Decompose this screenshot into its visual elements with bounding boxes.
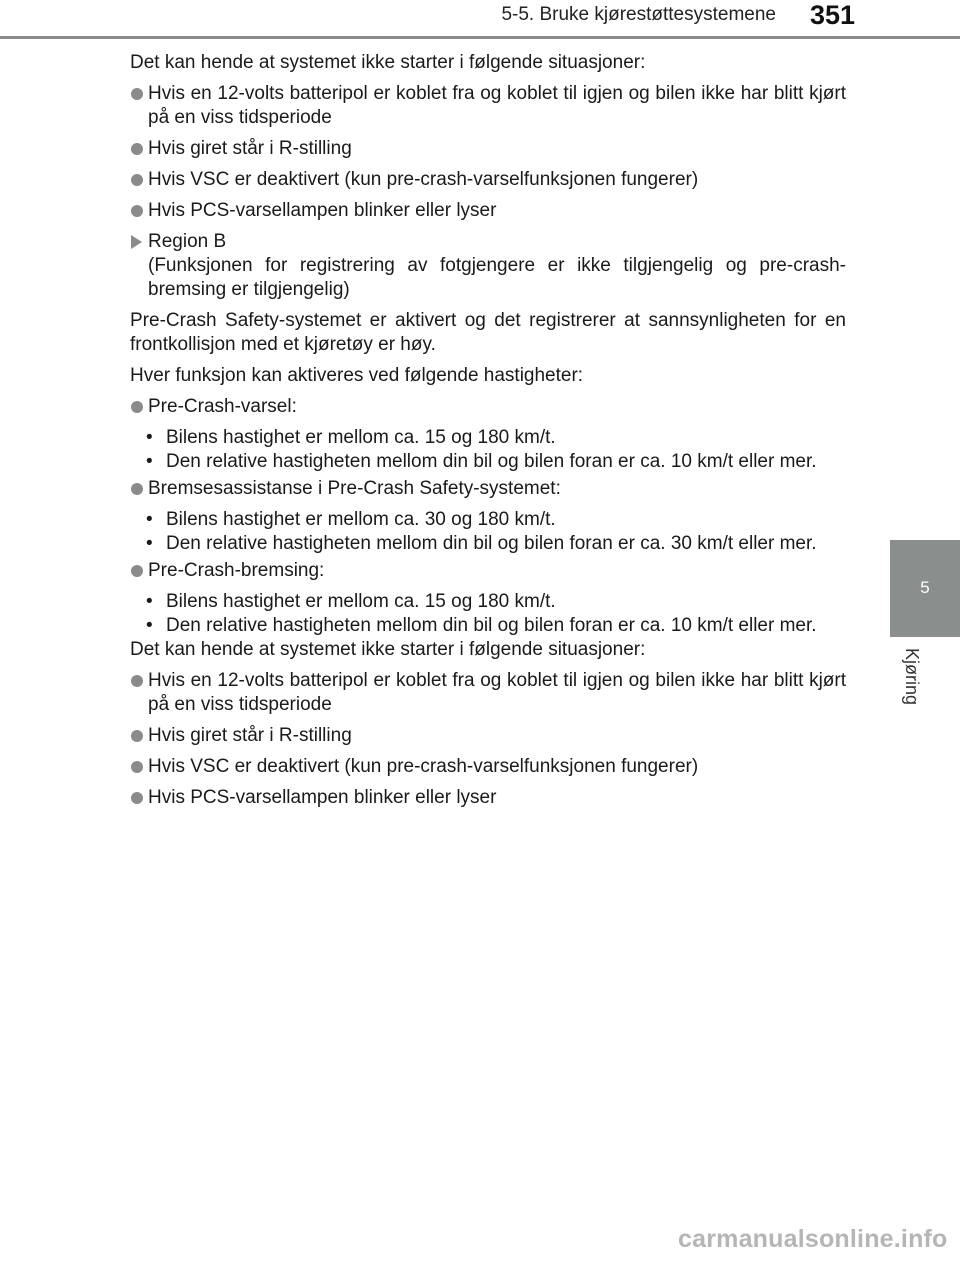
sub-item: • Bilens hastighet er mellom ca. 15 og 180 km/t. bbox=[146, 427, 556, 448]
bullet-dot-icon bbox=[131, 143, 143, 155]
triangle-marker-icon bbox=[131, 235, 142, 249]
function-details bbox=[130, 426, 846, 474]
sub-item: • Den relative hastigheten mellom din bil og bilen foran er ca. 10 km/t eller mer. bbox=[146, 451, 817, 472]
section-title: 5-5. Bruke kjørestøttesystemene bbox=[501, 4, 776, 25]
watermark: carmanualsonline.info bbox=[678, 1225, 948, 1253]
body-paragraph: Pre-Crash Safety-systemet er aktivert og det registrerer at sannsynligheten for en frontkollisjon med et kjøretøy er høy. bbox=[130, 310, 846, 355]
function-title: Pre-Crash-varsel: bbox=[130, 395, 846, 419]
list-item: Hvis giret står i R-stilling bbox=[130, 137, 846, 161]
intro-paragraph: Det kan hende at systemet ikke starter i følgende situasjoner: bbox=[130, 52, 646, 73]
list-item: Hvis VSC er deaktivert (kun pre-crash-varselfunksjonen fungerer) bbox=[130, 755, 846, 779]
bullet-dot-icon bbox=[131, 88, 143, 100]
function-title: Pre-Crash-bremsing: bbox=[130, 559, 846, 583]
function-details bbox=[130, 508, 846, 556]
bullet-dot-icon bbox=[131, 565, 143, 577]
list-item: Hvis PCS-varsellampen blinker eller lyser bbox=[130, 199, 846, 223]
region-heading bbox=[130, 230, 846, 302]
list-item: Hvis PCS-varsellampen blinker eller lyser bbox=[130, 786, 846, 810]
page-content bbox=[130, 51, 846, 817]
bullet-dot-icon bbox=[131, 401, 143, 413]
body-paragraph: Det kan hende at systemet ikke starter i følgende situasjoner: bbox=[130, 639, 646, 660]
header-rule bbox=[0, 36, 960, 39]
sub-item: • Den relative hastigheten mellom din bil og bilen foran er ca. 10 km/t eller mer. bbox=[146, 615, 817, 636]
bullet-dot-icon bbox=[131, 730, 143, 742]
bullet-dot-icon bbox=[131, 483, 143, 495]
region-title: Region B bbox=[148, 231, 227, 252]
bullet-dot-icon bbox=[131, 675, 143, 687]
function-details bbox=[130, 590, 846, 638]
list-item: Hvis giret står i R-stilling bbox=[130, 724, 846, 748]
bullet-dot-icon bbox=[131, 792, 143, 804]
body-paragraph: Hver funksjon kan aktiveres ved følgende hastigheter: bbox=[130, 365, 584, 386]
page-number: 351 bbox=[810, 0, 856, 30]
bullet-dot-icon bbox=[131, 761, 143, 773]
region-note: (Funksjonen for registrering av fotgjengere er ikke tilgjengelig og pre-crash-bremsing er tilgjengelig) bbox=[148, 255, 846, 300]
sub-item: • Bilens hastighet er mellom ca. 30 og 180 km/t. bbox=[146, 509, 556, 530]
bullet-dot-icon bbox=[131, 205, 143, 217]
chapter-tab[interactable] bbox=[890, 540, 960, 637]
list-item: Hvis VSC er deaktivert (kun pre-crash-varselfunksjonen fungerer) bbox=[130, 168, 846, 192]
chapter-number: 5 bbox=[920, 578, 930, 597]
chapter-label: Kjøring bbox=[902, 648, 922, 706]
bullet-dot-icon bbox=[131, 174, 143, 186]
sub-item: • Bilens hastighet er mellom ca. 15 og 180 km/t. bbox=[146, 591, 556, 612]
list-item: Hvis en 12-volts batteripol er koblet fra og koblet til igjen og bilen ikke har blitt kjørt på en viss tidsperiode bbox=[130, 669, 846, 717]
sub-item: • Den relative hastigheten mellom din bil og bilen foran er ca. 30 km/t eller mer. bbox=[146, 533, 817, 554]
list-item: Hvis en 12-volts batteripol er koblet fra og koblet til igjen og bilen ikke har blitt kjørt på en viss tidsperiode bbox=[130, 82, 846, 130]
function-title: Bremsesassistanse i Pre-Crash Safety-systemet: bbox=[130, 477, 846, 501]
